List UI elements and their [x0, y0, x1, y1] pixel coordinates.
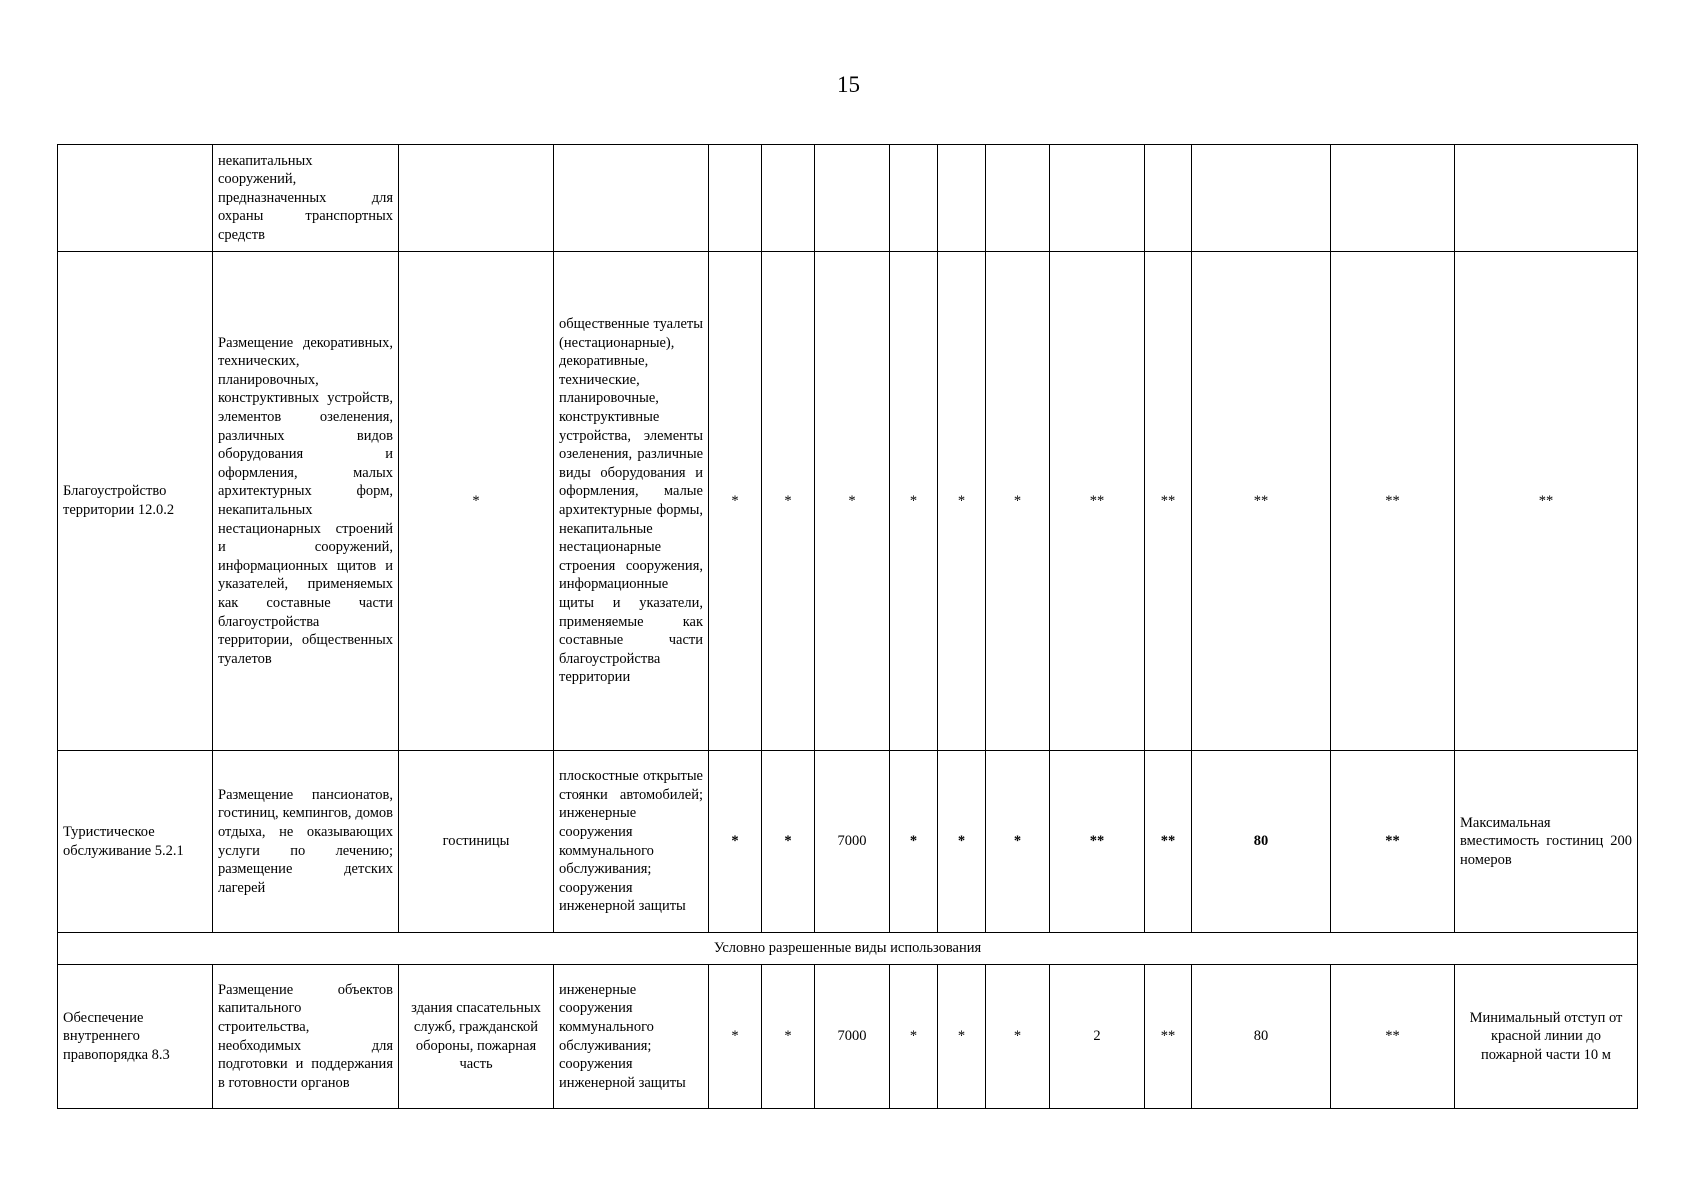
- table-row-continued: [58, 145, 1638, 252]
- cell-param: *: [986, 252, 1050, 751]
- cell-param: *: [709, 965, 762, 1109]
- section-header: Условно разрешенные виды использования: [58, 933, 1638, 965]
- table-row: [58, 751, 1638, 933]
- cell-param: *: [762, 252, 815, 751]
- cell-param: **: [1331, 965, 1455, 1109]
- cell-param: **: [1331, 252, 1455, 751]
- cell-object-type: гостиницы: [399, 751, 554, 933]
- cell-auxiliary: [554, 145, 709, 252]
- section-header-row: [58, 933, 1638, 965]
- cell-param: *: [815, 252, 890, 751]
- cell-name: Обеспечение внутреннего правопорядка 8.3: [58, 965, 213, 1109]
- cell-param: **: [1050, 252, 1145, 751]
- cell-param: *: [890, 252, 938, 751]
- cell-param: 7000: [815, 965, 890, 1109]
- cell-param: *: [709, 751, 762, 933]
- cell-object-type: *: [399, 252, 554, 751]
- cell-object-type: здания спасательных служб, гражданской обороны, пожарная часть: [399, 965, 554, 1109]
- cell-object-type: [399, 145, 554, 252]
- cell-param: 80: [1192, 751, 1331, 933]
- zoning-regulations-table: [57, 144, 1638, 1109]
- cell-param: 80: [1192, 965, 1331, 1109]
- cell-note: Максимальная вместимость гостиниц 200 номеров: [1455, 751, 1638, 933]
- cell-note: **: [1455, 252, 1638, 751]
- cell-description: Размещение пансионатов, гостиниц, кемпингов, домов отдыха, не оказывающих услуги по лечению; размещение детских лагерей: [213, 751, 399, 933]
- cell-auxiliary: инженерные сооружения коммунального обслуживания; сооружения инженерной защиты: [554, 965, 709, 1109]
- cell-name: Благоустройство территории 12.0.2: [58, 252, 213, 751]
- cell-param: *: [762, 965, 815, 1109]
- cell-param: 2: [1050, 965, 1145, 1109]
- cell-param: **: [1145, 965, 1192, 1109]
- cell-description: некапитальных сооружений, предназначенных для охраны транспортных средств: [213, 145, 399, 252]
- cell-param: **: [1331, 751, 1455, 933]
- cell-auxiliary: общественные туалеты (нестационарные), декоративные, технические, планировочные, конструктивные устройства, элементы озеленения, различные виды оборудования и оформления, малые архитектурные формы, некапитальные нестационарные строения сооружения, информационные щиты и указатели, применяемые как составные части благоустройства территории: [554, 252, 709, 751]
- cell-param: *: [986, 751, 1050, 933]
- cell-param: *: [938, 751, 986, 933]
- cell-param: *: [709, 252, 762, 751]
- cell-param: **: [1145, 751, 1192, 933]
- cell-name: Туристическое обслуживание 5.2.1: [58, 751, 213, 933]
- table-row: [58, 252, 1638, 751]
- cell-auxiliary: плоскостные открытые стоянки автомобилей; инженерные сооружения коммунального обслуживания; сооружения инженерной защиты: [554, 751, 709, 933]
- cell-note: Минимальный отступ от красной линии до пожарной части 10 м: [1455, 965, 1638, 1109]
- cell-param: *: [890, 965, 938, 1109]
- cell-param: *: [890, 751, 938, 933]
- cell-param: *: [762, 751, 815, 933]
- cell-param: **: [1192, 252, 1331, 751]
- page-number: 15: [837, 72, 860, 97]
- cell-description: Размещение объектов капитального строительства, необходимых для подготовки и поддержания в готовности органов: [213, 965, 399, 1109]
- cell-param: *: [938, 965, 986, 1109]
- cell-param: *: [986, 965, 1050, 1109]
- cell-param: 7000: [815, 751, 890, 933]
- cell-name: [58, 145, 213, 252]
- cell-description: Размещение декоративных, технических, планировочных, конструктивных устройств, элементов озеленения, различных видов оборудования и оформления, малых архитектурных форм, некапитальных нестационарных строений и сооружений, информационных щитов и указателей, применяемых как составные части благоустройства территории, общественных туалетов: [213, 252, 399, 751]
- cell-param: **: [1145, 252, 1192, 751]
- cell-param: *: [938, 252, 986, 751]
- cell-param: **: [1050, 751, 1145, 933]
- table-row: [58, 965, 1638, 1109]
